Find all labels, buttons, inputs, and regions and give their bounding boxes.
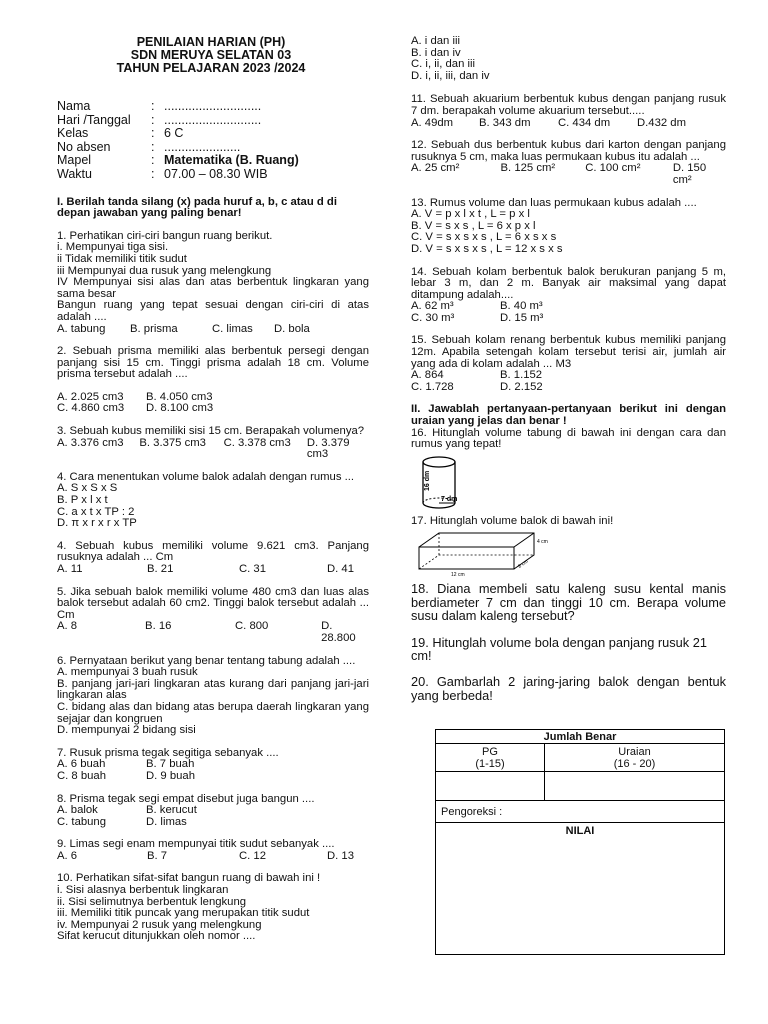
header-line1: PENILAIAN HARIAN (PH) — [136, 35, 286, 49]
student-info — [57, 100, 369, 182]
q5-option-a[interactable]: A. 8 — [57, 620, 78, 633]
q2-option-c[interactable]: C. 4.860 cm3 — [57, 402, 125, 415]
question-12: 12. Sebuah dus berbentuk kubus dari karton dengan panjang rusuknya 5 cm, maka luas permukaan kubus itu adalah ... A. 25 cm² B. 125 cm² C. 100 cm² D. 150 cm² — [411, 139, 726, 186]
q14-option-d[interactable]: D. 15 m³ — [500, 311, 544, 324]
q4-option-a[interactable]: A. S x S x S — [57, 482, 118, 495]
question-16: 16. Hitunglah volume tabung di bawah ini dengan cara dan rumus yang tepat! 16 dm 7 dm — [411, 428, 726, 513]
score-uraian-cell[interactable] — [545, 772, 725, 801]
q7-option-a[interactable]: A. 6 buah — [57, 758, 106, 771]
right-column — [411, 36, 726, 702]
score-uraian-header: Uraian (16 - 20) — [545, 744, 725, 772]
question-7: 7. Rusuk prisma tegak segitiga sebanyak .... A. 6 buah B. 7 buah C. 8 buah D. 9 buah — [57, 746, 279, 782]
question-13: 13. Rumus volume dan luas permukaan kubus adalah .... A. V = p x l x t , L = p x l B. V = s x s , L = 6 x p x l C. V = s x s x s , L = 6 x s x s D. V = s x s x s , L = 12 x s x s — [411, 198, 726, 256]
q7-option-d[interactable]: D. 9 buah — [146, 769, 195, 782]
q11-option-a[interactable]: A. 49dm — [411, 116, 454, 129]
q5-option-c[interactable]: C. 800 — [235, 620, 269, 633]
question-1: 1. Perhatikan ciri-ciri bangun ruang berikut. i. Mempunyai tiga sisi. ii Tidak memiliki titik sudut iii Mempunyai dua rusuk yang melengkung IV Mempunyai sisi alas dan atas berbentuk lingkaran yang sama besar Bangun ruang yang tepat sesuai dengan ciri-ciri di atas adalah .... A. tabung B. prisma C. limas D. bola — [57, 229, 369, 335]
q7-option-c[interactable]: C. 8 buah — [57, 769, 106, 782]
q4b-option-c[interactable]: C. 31 — [239, 563, 267, 575]
q5-option-d[interactable]: D. 28.800 — [321, 620, 356, 644]
info-row-waktu: Waktu : 07.00 – 08.30 WIB — [57, 166, 268, 181]
q14-option-c[interactable]: C. 30 m³ — [411, 311, 455, 324]
info-row-kelas: Kelas : 6 C — [57, 126, 184, 141]
header-line2: SDN MERUYA SELATAN 03 — [130, 48, 292, 62]
question-9: 9. Limas segi enam mempunyai titik sudut sebanyak .... A. 6 B. 7 C. 12 D. 13 — [57, 838, 355, 862]
q3-option-c[interactable]: C. 3.378 cm3 — [223, 436, 291, 449]
question-10: 10. Perhatikan sifat-sifat bangun ruang di bawah ini ! i. Sisi alasnya berbentuk lingkaran ii. Sisi selimutnya berbentuk lengkung iii. Memiliki titik puncak yang merupakan titik sudut iv. Mempunyai 2 rusuk yang melengkung Sifat kerucut ditunjukkan oleh nomor .... — [57, 872, 321, 943]
q15-option-d[interactable]: D. 2.152 — [500, 380, 543, 393]
question-18: 18. Diana membeli satu kaleng susu kental manis berdiameter 7 cm dan tinggi 10 cm. Berapa volume susu dalam kaleng tersebut? — [411, 581, 726, 624]
q3-option-d[interactable]: D. 3.379 cm3 — [306, 436, 350, 461]
question-4: 4. Cara menentukan volume balok adalah dengan rumus ... A. S x S x S B. P x l x t C. a x t x TP : 2 D. π x r x r x TP — [57, 472, 369, 530]
q1-option-b[interactable]: B. prisma — [130, 322, 178, 335]
q12-option-b[interactable]: B. 125 cm² — [500, 162, 556, 175]
cylinder-radius-label: 7 dm — [441, 495, 458, 503]
score-title: Jumlah Benar — [436, 730, 725, 744]
question-3: 3. Sebuah kubus memiliki sisi 15 cm. Berapakah volumenya? A. 3.376 cm3 B. 3.375 cm3 C. 3.378 cm3 D. 3.379 cm3 — [57, 426, 369, 461]
q9-option-a[interactable]: A. 6 — [57, 849, 78, 862]
nama-field[interactable]: ............................ — [164, 99, 262, 113]
q6-option-a[interactable]: A. mempunyai 3 buah rusuk — [57, 666, 198, 679]
q9-option-b[interactable]: B. 7 — [147, 849, 168, 862]
q10-option-a[interactable]: A. i dan iii — [411, 35, 460, 47]
tanggal-field[interactable]: ............................ — [164, 112, 262, 127]
q7-option-b[interactable]: B. 7 buah — [146, 758, 195, 771]
cylinder-height-label: 16 dm — [424, 470, 431, 491]
cuboid-height-label: 4 cm — [537, 539, 548, 546]
q8-option-a[interactable]: A. balok — [57, 804, 98, 817]
q8-option-d[interactable]: D. limas — [146, 815, 187, 828]
q15-option-a[interactable]: A. 864 — [411, 369, 444, 382]
q15-option-b[interactable]: B. 1.152 — [500, 369, 543, 382]
section1-instruction: I. Berilah tanda silang (x) pada huruf a, b, c atau d di depan jawaban yang paling benar! — [57, 195, 337, 220]
cylinder-top — [423, 457, 455, 467]
question-2: 2. Sebuah prisma memiliki alas berbentuk persegi dengan panjang sisi 15 cm. Tinggi prisma adalah 18 cm. Volume prisma tersebut adalah .... A. 2.025 cm3 B. 4.050 cm3 C. 4.860 cm3 D. 8.100 cm3 — [57, 345, 369, 415]
question-4b: 4. Sebuah kubus memiliki volume 9.621 cm3. Panjang rusuknya adalah ... Cm A. 11 B. 21 C. 31 D. 41 — [57, 539, 369, 575]
exam-header — [53, 36, 369, 75]
pengoreksi-label: Pengoreksi : — [436, 801, 725, 823]
q3-option-a[interactable]: A. 3.376 cm3 — [57, 436, 124, 449]
question-19: 19. Hitunglah volume bola dengan panjang rusuk 21 cm! — [411, 634, 707, 664]
q1-option-d[interactable]: D. bola — [274, 322, 310, 335]
q13-option-c[interactable]: C. V = s x s x s , L = 6 x s x s — [411, 231, 557, 244]
q1-option-c[interactable]: C. limas — [212, 322, 253, 335]
q2-option-b[interactable]: B. 4.050 cm3 — [146, 390, 213, 403]
cylinder-figure — [411, 453, 471, 513]
q15-option-c[interactable]: C. 1.728 — [411, 380, 454, 393]
q14-option-a[interactable]: A. 62 m³ — [411, 300, 454, 313]
q13-option-b[interactable]: B. V = s x s , L = 6 x p x l — [411, 219, 536, 232]
header-line3: TAHUN PELAJARAN 2023 /2024 — [116, 61, 306, 75]
cuboid-length-label: 12 cm — [451, 572, 465, 579]
q4b-option-b[interactable]: B. 21 — [147, 563, 174, 575]
q2-option-a[interactable]: A. 2.025 cm3 — [57, 390, 124, 403]
left-column — [57, 36, 369, 943]
q10-option-c[interactable]: C. i, ii, dan iii — [411, 58, 476, 71]
q2-option-d[interactable]: D. 8.100 cm3 — [146, 402, 214, 415]
question-6: 6. Pernyataan berikut yang benar tentang tabung adalah .... A. mempunyai 3 buah rusuk B. panjang jari-jari lingkaran atas kurang dari panjang jari-jari lingkaran alas C. bidang alas dan bidang atas berupa daerah lingkaran yang sejajar dan kongruen D. mempunyai 2 bidang sisi — [57, 654, 369, 737]
q4-option-b[interactable]: B. P x l x t — [57, 494, 108, 507]
question-20: 20. Gambarlah 2 jaring-jaring balok dengan bentuk yang berbeda! — [411, 674, 726, 703]
score-pg-cell[interactable] — [436, 772, 545, 801]
section2-instruction: II. Jawablah pertanyaan-pertanyaan berikut ini dengan uraian yang jelas dan benar ! — [411, 403, 726, 428]
q11-option-d[interactable]: D.432 dm — [637, 116, 686, 129]
q4b-option-a[interactable]: A. 11 — [57, 563, 83, 575]
score-table — [435, 729, 725, 955]
info-row-mapel: Mapel : Matematika (B. Ruang) — [57, 153, 299, 168]
q9-option-c[interactable]: C. 12 — [239, 849, 267, 862]
q4-option-d[interactable]: D. π x r x r x TP — [57, 517, 137, 530]
question-10-options — [411, 36, 726, 82]
question-15: 15. Sebuah kolam renang berbentuk kubus memiliki panjang 12m. Apabila setengah kolam tersebut terisi air, jumlah air yang ada di kolam adalah ... M3 A. 864 B. 1.152 C. 1.728 D. 2.152 — [411, 334, 726, 393]
nilai-box[interactable]: NILAI — [436, 823, 725, 955]
q4-option-c[interactable]: C. a x t x TP : 2 — [57, 505, 135, 518]
q11-option-c[interactable]: C. 434 dm — [558, 116, 611, 129]
q10-option-b[interactable]: B. i dan iv — [411, 46, 461, 59]
q8-option-c[interactable]: C. tabung — [57, 815, 106, 828]
q1-option-a[interactable]: A. tabung — [57, 322, 106, 335]
q3-option-b[interactable]: B. 3.375 cm3 — [139, 436, 206, 449]
info-row-absen: No absen : ...................... — [57, 139, 241, 154]
q12-option-d[interactable]: D. 150 cm² — [672, 162, 707, 186]
q13-option-a[interactable]: A. V = p x l x t , L = p x l — [411, 208, 530, 221]
q12-option-c[interactable]: C. 100 cm² — [585, 162, 641, 175]
info-row-nama: Nama : ............................ — [57, 99, 262, 113]
q9-option-d[interactable]: D. 13 — [327, 849, 355, 862]
question-17: 17. Hitunglah volume balok di bawah ini! 4 cm 8 cm 12 cm — [411, 514, 614, 579]
cuboid-width-label: 8 cm — [517, 559, 530, 571]
q11-option-b[interactable]: B. 343 dm — [479, 116, 531, 129]
q12-option-a[interactable]: A. 25 cm² — [411, 162, 460, 175]
q5-option-b[interactable]: B. 16 — [145, 620, 172, 633]
question-8: 8. Prisma tegak segi empat disebut juga bangun .... A. balok B. kerucut C. tabung D. limas — [57, 792, 315, 828]
question-5: 5. Jika sebuah balok memiliki volume 480 cm3 dan luas alas balok tersebut adalah 60 cm2. Tinggi balok tersebut adalah ... Cm A. 8 B. 16 C. 800 D. 28.800 — [57, 585, 369, 644]
info-row-tanggal: Hari /Tanggal : ............................ — [57, 112, 262, 127]
q8-option-b[interactable]: B. kerucut — [146, 804, 197, 817]
score-pg-header: PG (1-15) — [436, 744, 545, 772]
q4b-option-d[interactable]: D. 41 — [327, 563, 355, 575]
absen-field[interactable]: ...................... — [164, 139, 241, 154]
q6-option-b[interactable]: B. panjang jari-jari lingkaran atas kurang dari panjang jari-jari lingkaran alas — [57, 677, 369, 702]
q13-option-d[interactable]: D. V = s x s x s , L = 12 x s x s — [411, 242, 563, 255]
question-14: 14. Sebuah kolam berbentuk balok berukuran panjang 5 m, lebar 3 m, dan 2 m. Banyak air maksimal yang dapat ditampung adalah.... A. 62 m³ B. 40 m³ C. 30 m³ D. 15 m³ — [411, 265, 726, 324]
q6-option-c[interactable]: C. bidang alas dan bidang atas berupa daerah lingkaran yang sejajar dan kongruen — [57, 700, 369, 725]
question-11: 11. Sebuah akuarium berbentuk kubus dengan panjang rusuk 7 dm. berapakah volume akuarium tersebut..... A. 49dm B. 343 dm C. 434 dm D.432 dm — [411, 93, 726, 129]
q10-option-d[interactable]: D. i, ii, iii, dan iv — [411, 69, 490, 82]
q14-option-b[interactable]: B. 40 m³ — [500, 300, 543, 313]
q6-option-d[interactable]: D. mempunyai 2 bidang sisi — [57, 724, 196, 737]
